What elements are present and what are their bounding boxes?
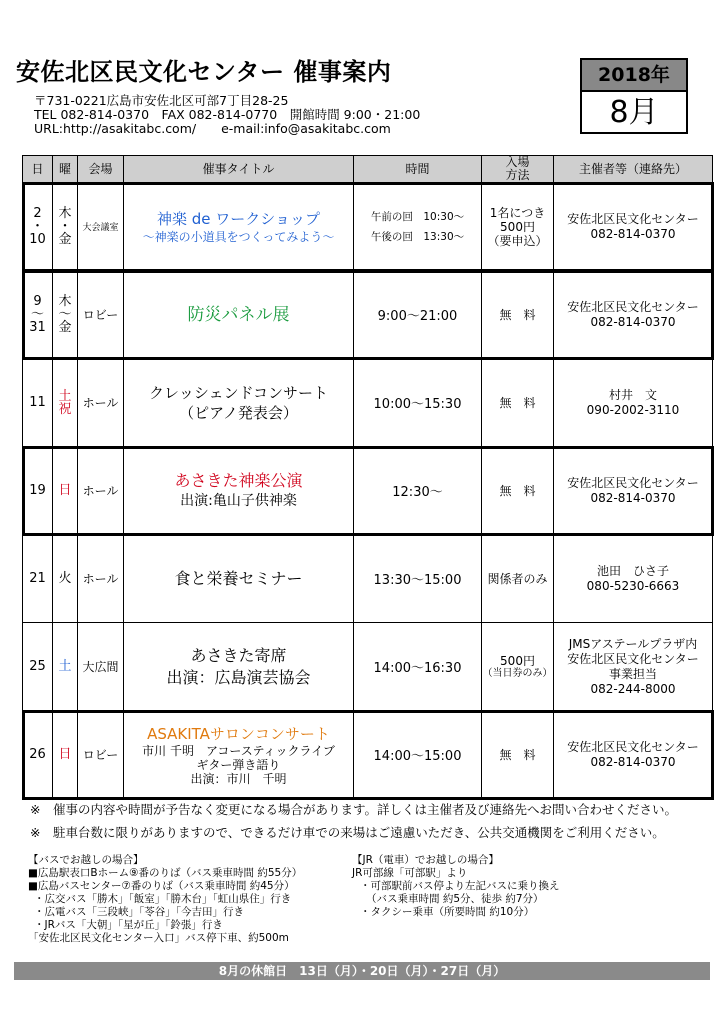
- day-cell: 9 ～ 31: [23, 271, 53, 359]
- table-header-row: [23, 156, 713, 183]
- title-cell: ASAKITAサロンコンサート 市川 千明 アコースティックライブ ギター弾き語り 出演：市川 千明: [124, 711, 354, 799]
- page-title: 安佐北区民文化センター 催事案内: [16, 58, 392, 86]
- event-table: [22, 155, 713, 799]
- title-cell: あさきた神楽公演 出演:亀山子供神楽: [124, 447, 354, 535]
- closed-days-banner: 8月の休館日 13日（月）・20日（月）・27日（月）: [14, 962, 710, 980]
- venue-cell: ホール: [78, 359, 124, 447]
- venue-cell: ロビー: [78, 271, 124, 359]
- note-2: ※ 駐車台数に限りがありますので、できるだけ車での来場はご遠慮いただき、公共交通機関をご利用ください。: [30, 825, 665, 840]
- dow-cell: 木 ・ 金: [53, 183, 78, 271]
- date-box: [580, 58, 688, 134]
- title-cell: あさきた寄席 出演：広島演芸協会: [124, 623, 354, 711]
- dow-cell: 日: [53, 447, 78, 535]
- host-cell: 村井 文 090-2002-3110: [554, 359, 713, 447]
- header-day: 日: [23, 156, 53, 183]
- day-cell: 11: [23, 359, 53, 447]
- day-cell: 2 ・ 10: [23, 183, 53, 271]
- host-cell: 安佐北区民文化センター 082-814-0370: [554, 711, 713, 799]
- host-cell: JMSアステールプラザ内 安佐北区民文化センター 事業担当 082-244-8000: [554, 623, 713, 711]
- table-row: [23, 271, 713, 359]
- title-cell: クレッシェンドコンサート （ピアノ発表会）: [124, 359, 354, 447]
- note-1: ※ 催事の内容や時間が予告なく変更になる場合があります。詳しくは主催者及び連絡先へお問い合わせください。: [30, 802, 677, 817]
- venue-cell: ホール: [78, 447, 124, 535]
- time-cell: 9:00～21:00: [354, 271, 482, 359]
- table-row: [23, 711, 713, 799]
- jr-access: 【JR（電車）でお越しの場合】 JR可部線「可部駅」より ・可部駅前バス停より左記バスに乗り換え （バス乗車時間 約5分、徒歩 約7分） ・タクシー乗車（所要時間 約10分）: [352, 854, 560, 918]
- entry-cell: 無 料: [482, 271, 554, 359]
- time-cell: 13:30～15:00: [354, 535, 482, 623]
- time-cell: 10:00～15:30: [354, 359, 482, 447]
- header-title: 催事タイトル: [124, 156, 354, 183]
- entry-cell: 無 料: [482, 447, 554, 535]
- tel-fax-hours: TEL 082-814-0370 FAX 082-814-0770 開館時間 9:00・21:00: [34, 107, 421, 122]
- title-cell: 食と栄養セミナー: [124, 535, 354, 623]
- dow-cell: 土 祝: [53, 359, 78, 447]
- host-cell: 安佐北区民文化センター 082-814-0370: [554, 271, 713, 359]
- title-cell: 神楽 de ワークショップ ～神楽の小道具をつくってみよう～: [124, 183, 354, 271]
- header-time: 時間: [354, 156, 482, 183]
- url-email: URL:http://asakitabc.com/ e-mail:info@asakitabc.com: [34, 121, 391, 136]
- table-row: [23, 359, 713, 447]
- header-host: 主催者等（連絡先）: [554, 156, 713, 183]
- time-cell: 12:30～: [354, 447, 482, 535]
- bus-access: 【バスでお越しの場合】 ■広島駅表口Bホーム⑨番のりば（バス乗車時間 約55分） ■広島バスセンター⑦番のりば（バス乗車時間 約45分） ・広交バス「勝木」「飯室」「勝木台」「虹山県住」行き ・広電バス「三段峡」「苓谷」「今吉田」行き ・JRバス「大朝」「星が丘」「鈴張」行き 「安佐北区民文化センター入口」バス停下車、約500m: [28, 854, 303, 944]
- header-dow: 曜: [53, 156, 78, 183]
- venue-cell: 大広間: [78, 623, 124, 711]
- host-cell: 安佐北区民文化センター 082-814-0370: [554, 447, 713, 535]
- dow-cell: 火: [53, 535, 78, 623]
- contact-info: [34, 94, 420, 136]
- venue-cell: ロビー: [78, 711, 124, 799]
- entry-cell: 無 料: [482, 711, 554, 799]
- entry-cell: 500円 （当日券のみ）: [482, 623, 554, 711]
- header-venue: 会場: [78, 156, 124, 183]
- table-row: [23, 623, 713, 711]
- time-cell: 午前の回 10:30～ 午後の回 13:30～: [354, 183, 482, 271]
- header-entry: 入場 方法: [482, 156, 554, 183]
- entry-cell: 1名につき 500円 （要申込）: [482, 183, 554, 271]
- table-row: [23, 183, 713, 271]
- dow-cell: 日: [53, 711, 78, 799]
- venue-cell: 大会議室: [78, 183, 124, 271]
- address: 〒731-0221広島市安佐北区可部7丁目28-25: [34, 93, 289, 108]
- day-cell: 26: [23, 711, 53, 799]
- venue-cell: ホール: [78, 535, 124, 623]
- day-cell: 19: [23, 447, 53, 535]
- year-label: 2018年: [582, 60, 686, 90]
- entry-cell: 関係者のみ: [482, 535, 554, 623]
- month-label: 8月: [582, 90, 686, 134]
- time-cell: 14:00～16:30: [354, 623, 482, 711]
- time-cell: 14:00～15:00: [354, 711, 482, 799]
- notes: [30, 798, 677, 844]
- day-cell: 21: [23, 535, 53, 623]
- day-cell: 25: [23, 623, 53, 711]
- host-cell: 池田 ひさ子 080-5230-6663: [554, 535, 713, 623]
- host-cell: 安佐北区民文化センター 082-814-0370: [554, 183, 713, 271]
- dow-cell: 土: [53, 623, 78, 711]
- dow-cell: 木 ～ 金: [53, 271, 78, 359]
- table-row: [23, 447, 713, 535]
- entry-cell: 無 料: [482, 359, 554, 447]
- title-cell: 防災パネル展: [124, 271, 354, 359]
- table-row: [23, 535, 713, 623]
